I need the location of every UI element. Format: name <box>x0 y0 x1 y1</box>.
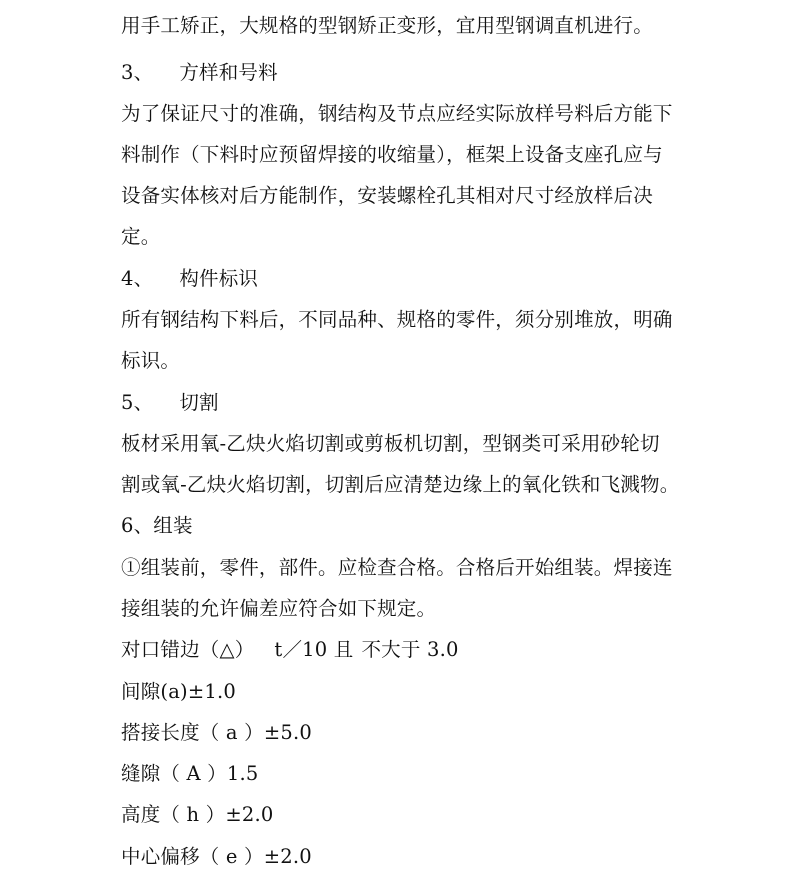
paragraph-line: 为了保证尺寸的准确，钢结构及节点应经实际放样号料后方能下 <box>121 102 673 125</box>
tolerance-row-center-offset: 中心偏移（ e ）±2.0 <box>121 845 312 868</box>
tolerance-limit: 不大于 3.0 <box>361 638 459 661</box>
tolerance-label: 对口错边（△） <box>121 638 255 661</box>
section-heading-6: 6、组装 <box>121 514 193 537</box>
paragraph-line: 用手工矫正，大规格的型钢矫正变形，宜用型钢调直机进行。 <box>121 14 653 37</box>
paragraph-line: 割或氧-乙炔火焰切割，切割后应清楚边缘上的氧化铁和飞溅物。 <box>121 473 680 496</box>
paragraph-line: 定。 <box>121 225 161 248</box>
tolerance-row-gap: 间隙(a)±1.0 <box>121 680 236 703</box>
tolerance-row-overlap-length: 搭接长度（ a ）±5.0 <box>121 721 312 744</box>
section-title: 切割 <box>179 391 219 414</box>
section-number: 5、 <box>121 391 154 414</box>
tolerance-row-height: 高度（ h ）±2.0 <box>121 803 274 826</box>
section-title: 构件标识 <box>179 267 259 290</box>
section-number: 3、 <box>121 61 154 84</box>
paragraph-line: 设备实体核对后方能制作，安装螺栓孔其相对尺寸经放样后决 <box>121 184 653 207</box>
tolerance-row-seam: 缝隙（ A ）1.5 <box>121 762 259 785</box>
paragraph-line: 标识。 <box>121 349 181 372</box>
paragraph-line: ①组装前，零件，部件。应检查合格。合格后开始组装。焊接连 <box>121 556 673 579</box>
section-heading-3 <box>121 59 278 87</box>
paragraph-line: 料制作（下料时应预留焊接的收缩量），框架上设备支座孔应与 <box>121 143 663 166</box>
paragraph-line: 所有钢结构下料后，不同品种、规格的零件，须分别堆放，明确 <box>121 308 673 331</box>
section-heading-5 <box>121 389 219 417</box>
tolerance-value: t／10 且 <box>274 638 354 661</box>
section-number: 4、 <box>121 267 154 290</box>
paragraph-line: 接组装的允许偏差应符合如下规定。 <box>121 597 437 620</box>
paragraph-line: 板材采用氧-乙炔火焰切割或剪板机切割，型钢类可采用砂轮切 <box>121 432 660 455</box>
section-title: 方样和号料 <box>179 61 278 84</box>
section-heading-4 <box>121 265 258 293</box>
tolerance-row-misalignment <box>121 636 459 664</box>
